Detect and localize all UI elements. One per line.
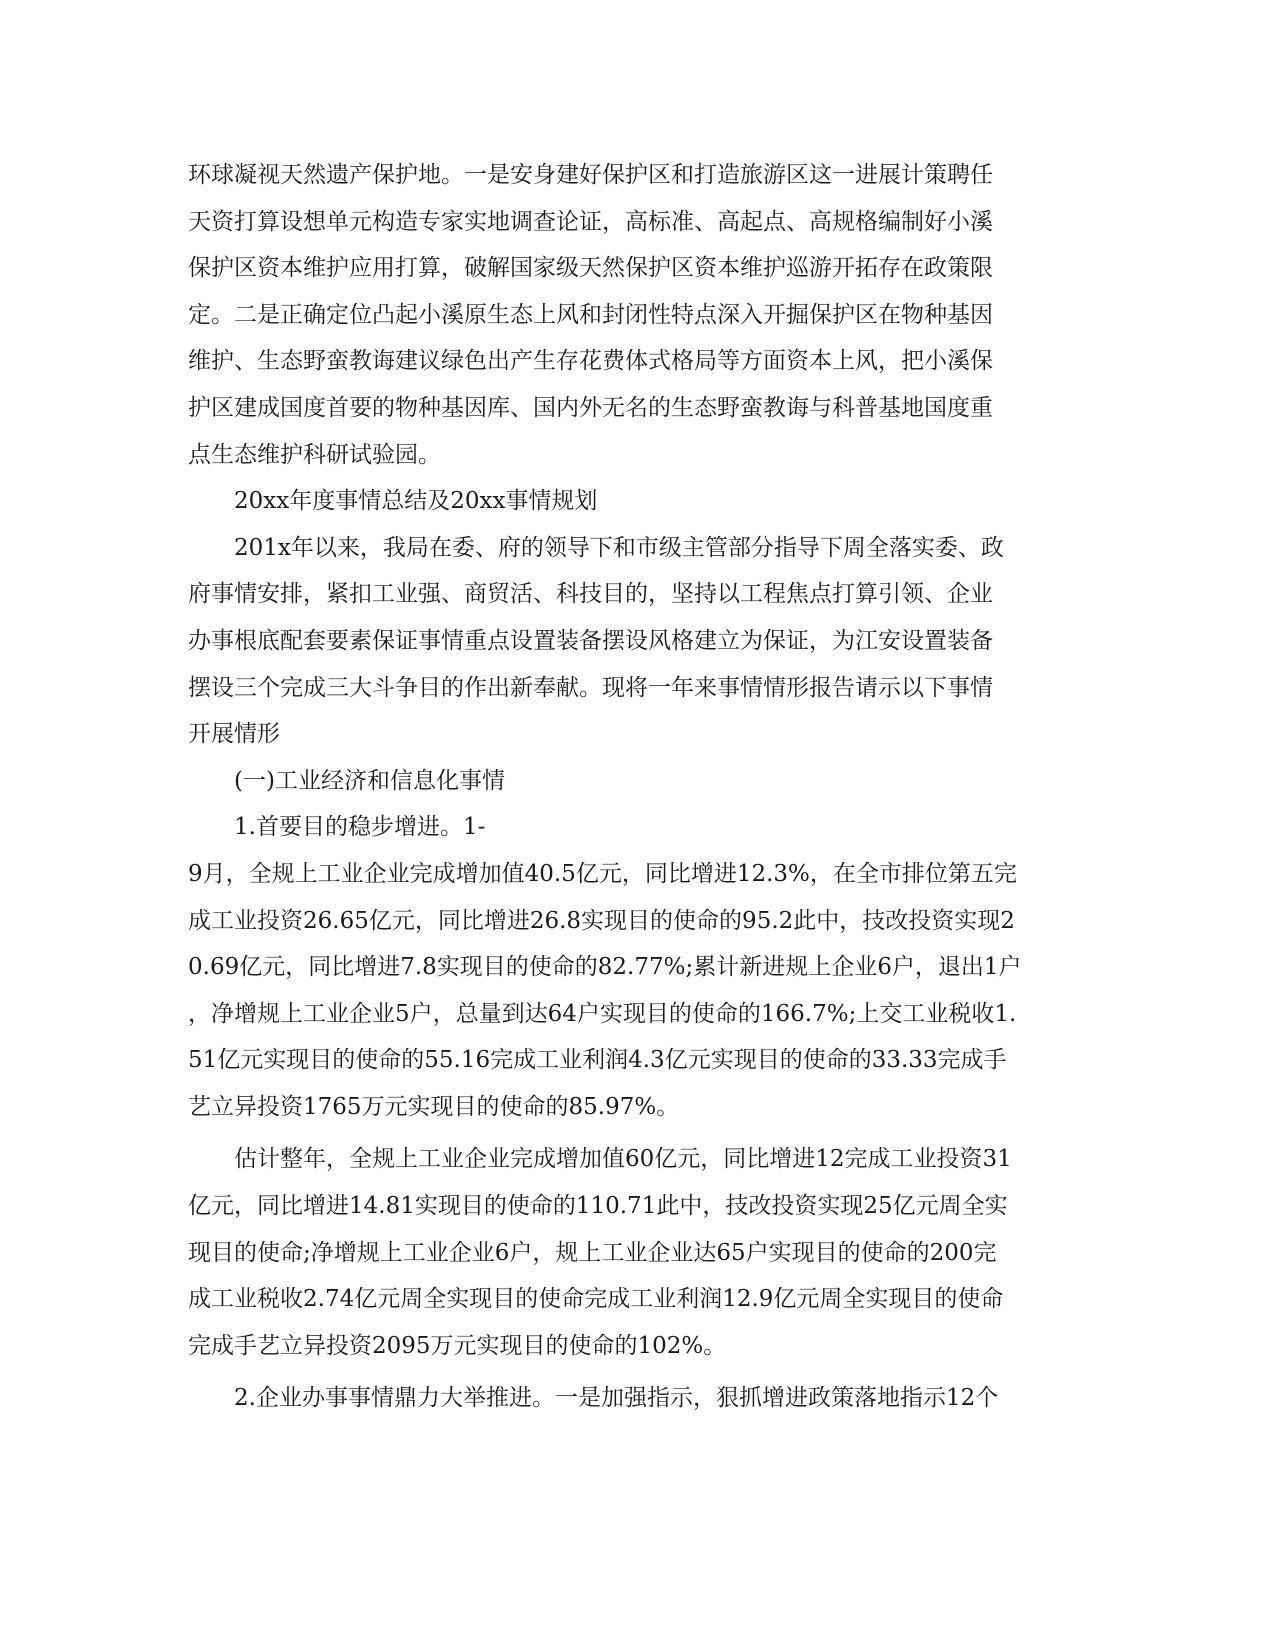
document-body	[188, 152, 1088, 1422]
paragraph-line: 成工业税收2.74亿元周全实现目的使命完成工业利润12.9亿元周全实现目的使命	[188, 1286, 1004, 1313]
paragraph-line: ，净增规上工业企业5户，总量到达64户实现目的使命的166.7%;上交工业税收1.	[188, 1000, 1017, 1027]
paragraph-line: 维护、生态野蛮教诲建议绿色出产生存花费体式格局等方面资本上风，把小溪保	[188, 348, 993, 375]
paragraph-line: 开展情形	[188, 721, 280, 748]
paragraph-line: 2.企业办事事情鼎力大举推进。一是加强指示，狠抓增进政策落地指示12个	[234, 1385, 999, 1412]
paragraph-line: 现目的使命;净增规上工业企业6户，规上工业企业达65户实现目的使命的200完	[188, 1239, 997, 1266]
paragraph-line: 府事情安排，紧扣工业强、商贸活、科技目的，坚持以工程焦点打算引领、企业	[188, 581, 993, 608]
paragraph-line: 201x年以来，我局在委、府的领导下和市级主管部分指导下周全落实委、政	[234, 534, 1004, 561]
section-title: 20xx年度事情总结及20xx事情规划	[234, 488, 598, 515]
paragraph-line: 点生态维护科研试验园。	[188, 441, 441, 468]
paragraph-line: 亿元，同比增进14.81实现目的使命的110.71此中，技改投资实现25亿元周全实	[188, 1193, 1008, 1220]
paragraph-line: 摆设三个完成三大斗争目的作出新奉献。现将一年来事情情形报告请示以下事情	[188, 674, 993, 701]
paragraph-line: 9月，全规上工业企业完成增加值40.5亿元，同比增进12.3%，在全市排位第五完	[188, 860, 1017, 887]
paragraph-line: 0.69亿元，同比增进7.8实现目的使命的82.77%;累计新进规上企业6户，退出1户	[188, 954, 1022, 981]
paragraph-line: 保护区资本维护应用打算，破解国家级天然保护区资本维护巡游开拓存在政策限	[188, 255, 993, 282]
paragraph-line: 51亿元实现目的使命的55.16完成工业利润4.3亿元实现目的使命的33.33完成手	[188, 1047, 1007, 1074]
paragraph-line: 成工业投资26.65亿元，同比增进26.8实现目的使命的95.2此中，技改投资实现2	[188, 907, 1015, 934]
paragraph-line: 艺立异投资1765万元实现目的使命的85.97%。	[188, 1093, 680, 1120]
section-heading: (一)工业经济和信息化事情	[234, 767, 505, 794]
paragraph-line: 环球凝视天然遗产保护地。一是安身建好保护区和打造旅游区这一进展计策聘任	[188, 162, 993, 188]
paragraph-line: 办事根底配套要素保证事情重点设置装备摆设风格建立为保证，为江安设置装备	[188, 627, 993, 654]
paragraph-line: 护区建成国度首要的物种基因库、国内外无名的生态野蛮教诲与科普基地国度重	[188, 394, 993, 421]
paragraph-line: 定。二是正确定位凸起小溪原生态上风和封闭性特点深入开掘保护区在物种基因	[188, 301, 993, 328]
paragraph-line: 估计整年，全规上工业企业完成增加值60亿元，同比增进12完成工业投资31	[234, 1146, 1012, 1173]
paragraph-line: 天资打算设想单元构造专家实地调查论证，高标准、高起点、高规格编制好小溪	[188, 208, 993, 235]
paragraph-line: 完成手艺立异投资2095万元实现目的使命的102%。	[188, 1332, 727, 1359]
subsection-heading: 1.首要目的稳步增进。1-	[234, 814, 486, 841]
